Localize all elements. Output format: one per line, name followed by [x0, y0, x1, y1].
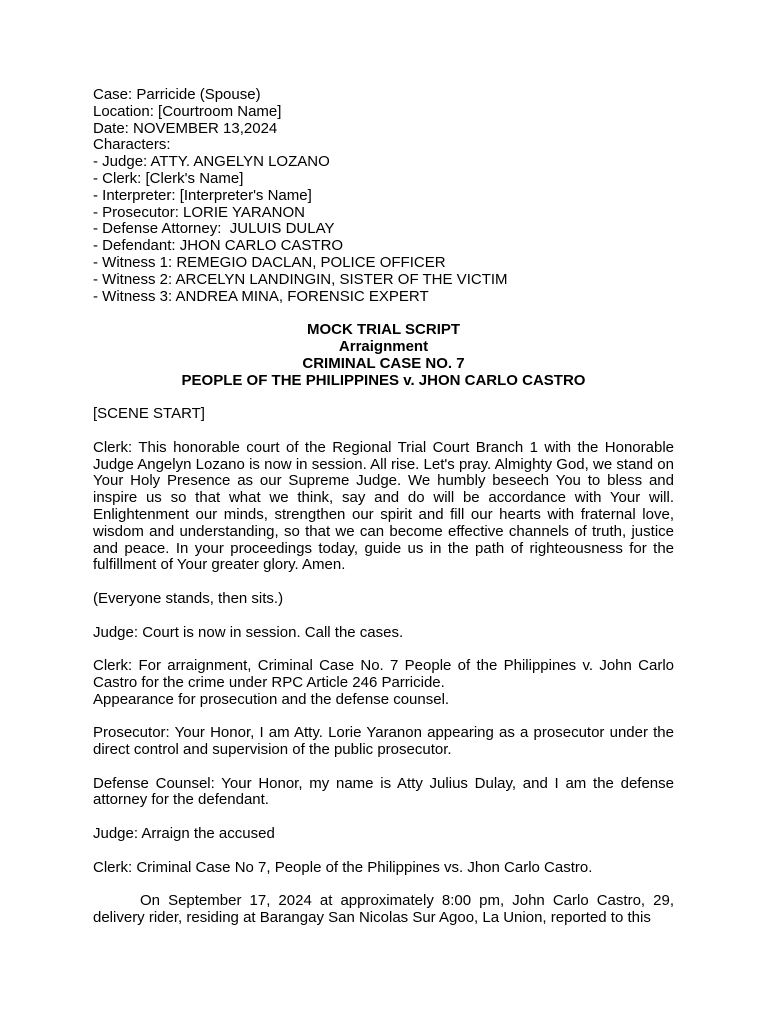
character-prosecutor: - Prosecutor: LORIE YARANON	[93, 203, 306, 221]
clerk-appearance-line: Appearance for prosecution and the defense counsel.	[93, 690, 450, 708]
character-witness-2: - Witness 2: ARCELYN LANDINGIN, SISTER OF THE VICTIM	[93, 270, 508, 288]
spacer	[93, 574, 674, 591]
script-subtitle: Arraignment	[338, 337, 429, 355]
judge-session-line: Judge: Court is now in session. Call the cases.	[93, 623, 404, 641]
spacer	[93, 305, 674, 322]
script-title-block	[93, 322, 674, 389]
spacer	[93, 641, 674, 658]
stage-direction: (Everyone stands, then sits.)	[93, 589, 284, 607]
information-paragraph: On September 17, 2024 at approximately 8:00 pm, John Carlo Castro, 29, delivery rider, residing at Barangay San Nicolas Sur Agoo, La Union, reported to this	[93, 892, 674, 927]
script-title: MOCK TRIAL SCRIPT	[306, 321, 461, 339]
document-page	[93, 87, 674, 927]
prosecutor-intro-paragraph: Prosecutor: Your Honor, I am Atty. Lorie Yaranon appearing as a prosecutor under the direct control and supervision of the public prosecutor.	[93, 724, 674, 759]
case-caption-title: PEOPLE OF THE PHILIPPINES v. JHON CARLO CASTRO	[181, 371, 586, 389]
clerk-opening-paragraph: Clerk: This honorable court of the Regional Trial Court Branch 1 with the Honorable Judge Angelyn Lozano is now in session. All rise. Let's pray. Almighty God, we stand on Your Holy Presence as our Supreme Judge. We humbly beseech You to bless and inspire us so that what we think, say and do will be accordance with Your will. Enlightenment our minds, strengthen our spirit and fill our hearts with fraternal love, wisdom and understanding, so that we can become effective channels of truth, justice and peace. In your proceedings today, guide us in the path of righteousness for the fulfillment of Your greater glory. Amen.	[93, 438, 674, 574]
spacer	[93, 608, 674, 625]
character-witness-1: - Witness 1: REMEGIO DACLAN, POLICE OFFICER	[93, 253, 446, 271]
case-header	[93, 87, 674, 305]
character-interpreter: - Interpreter: [Interpreter's Name]	[93, 186, 312, 204]
spacer	[93, 708, 674, 725]
spacer	[93, 389, 674, 406]
scene-start: [SCENE START]	[93, 405, 205, 423]
character-clerk: - Clerk: [Clerk's Name]	[93, 169, 244, 187]
character-defendant: - Defendant: JHON CARLO CASTRO	[93, 237, 344, 255]
spacer	[93, 809, 674, 826]
clerk-call-paragraph: Clerk: For arraignment, Criminal Case No. 7 People of the Philippines v. John Carlo Castro for the crime under RPC Article 246 Parricide.	[93, 657, 674, 691]
case-number-title: CRIMINAL CASE NO. 7	[302, 354, 465, 372]
defense-intro-paragraph: Defense Counsel: Your Honor, my name is Atty Julius Dulay, and I am the defense attorney for the defendant.	[93, 774, 674, 809]
characters-label: Characters:	[93, 136, 171, 154]
judge-arraign-line: Judge: Arraign the accused	[93, 825, 275, 843]
spacer	[93, 843, 674, 860]
case-line: Case: Parricide (Spouse)	[93, 86, 261, 103]
character-judge: - Judge: ATTY. ANGELYN LOZANO	[93, 153, 330, 171]
character-witness-3: - Witness 3: ANDREA MINA, FORENSIC EXPERT	[93, 287, 429, 305]
character-defense-attorney: - Defense Attorney: JULUIS DULAY	[93, 220, 335, 238]
location-line: Location: [Courtroom Name]	[93, 102, 282, 120]
date-line: Date: NOVEMBER 13,2024	[93, 119, 278, 137]
clerk-case-line: Clerk: Criminal Case No 7, People of the Philippines vs. Jhon Carlo Castro.	[93, 858, 593, 876]
spacer	[93, 423, 674, 440]
spacer	[93, 759, 674, 776]
spacer	[93, 876, 674, 893]
